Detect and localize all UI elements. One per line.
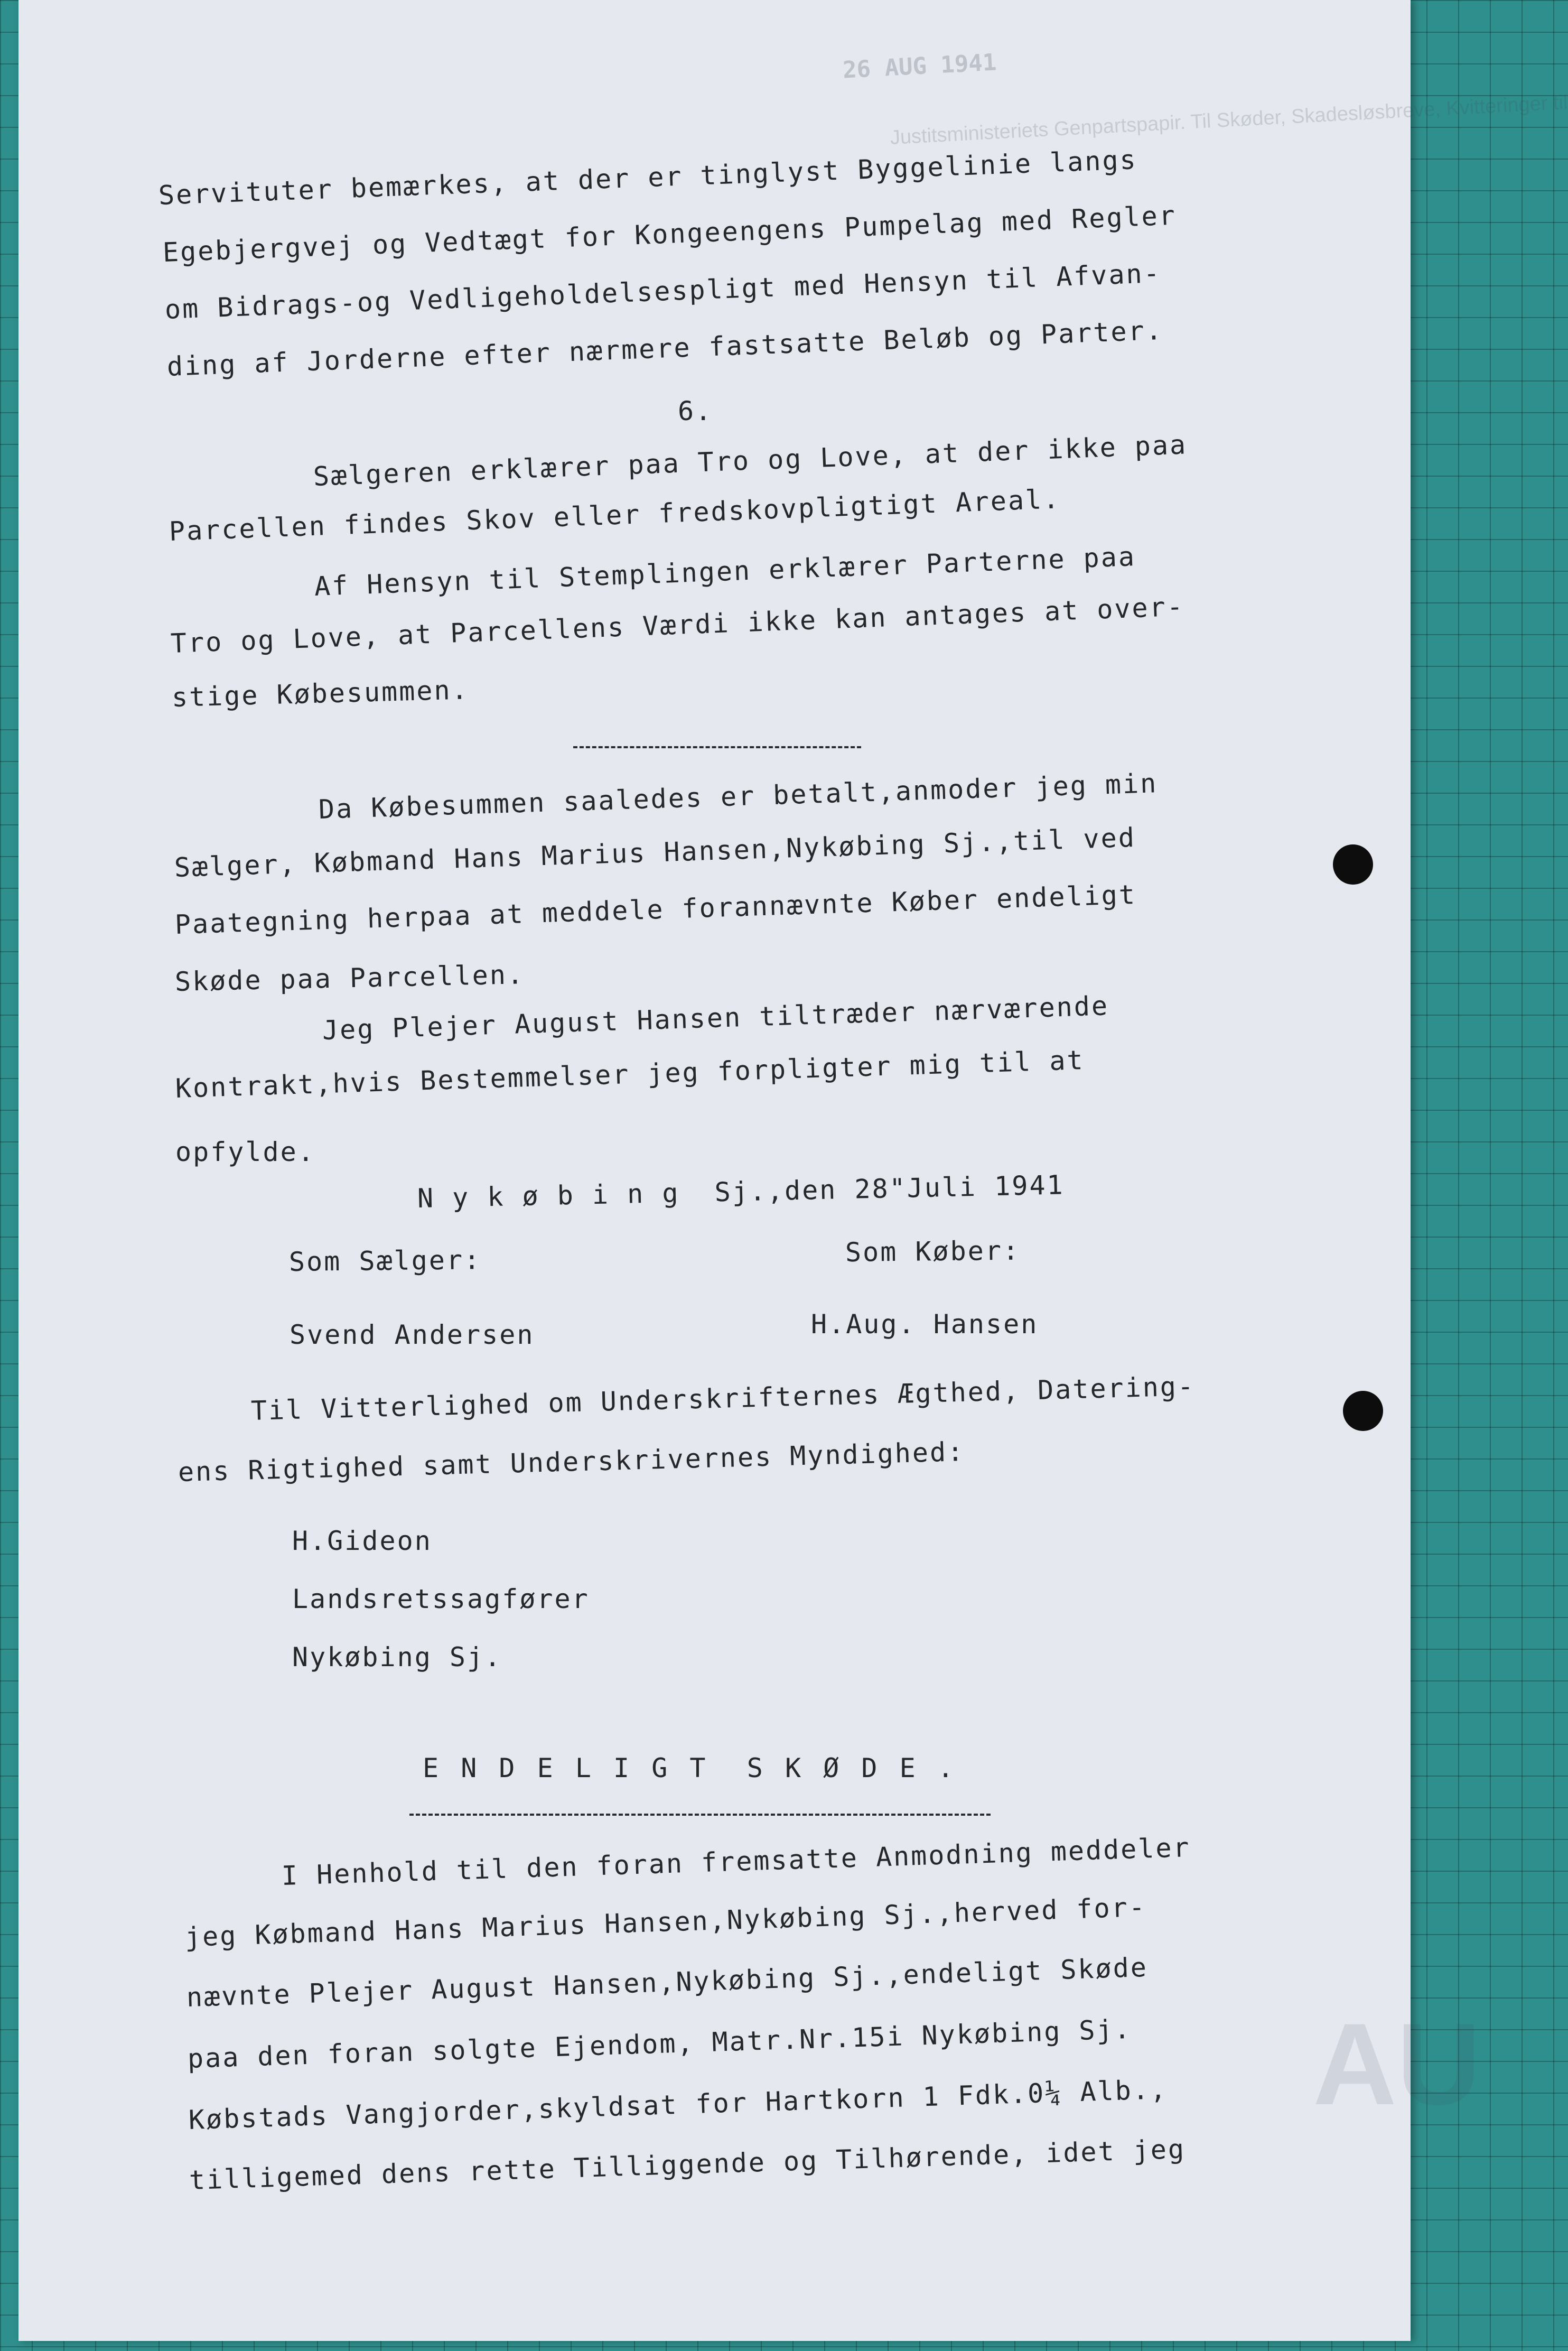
text-line-06: Sælgeren erklærer paa Tro og Love, at der ikke paa <box>312 429 1188 492</box>
section-separator <box>573 746 861 748</box>
text-line-12: Sælger, Købmand Hans Marius Hansen,Nykøbing Sj.,til ved <box>174 822 1136 883</box>
text-line-13: Paategning herpaa at meddele forannævnte Køber endeligt <box>174 879 1137 940</box>
witness-location: Nykøbing Sj. <box>292 1642 502 1672</box>
text-line-15: Jeg Plejer August Hansen tiltræder nærværende <box>322 990 1109 1046</box>
seller-heading: Som Sælger: <box>288 1244 482 1277</box>
text-line-03: om Bidrags-og Vedligeholdelsespligt med Hensyn til Afvan- <box>164 257 1162 325</box>
text-line-16: Kontrakt,hvis Bestemmelser jeg forpligter mig til at <box>175 1044 1085 1104</box>
text-line-10: stige Købesummen. <box>171 674 470 713</box>
text-line-17: opfylde. <box>175 1137 315 1167</box>
reverse-date-stamp: 26 AUG 1941 <box>842 49 997 84</box>
text-line-11: Da Købesummen saaledes er betalt,anmoder jeg min <box>318 768 1159 825</box>
heading-underline <box>409 1814 991 1816</box>
text-line-31: paa den foran solgte Ejendom, Matr.Nr.15i Nykøbing Sj. <box>187 2013 1132 2074</box>
witness-title: Landsretssagfører <box>292 1584 590 1614</box>
text-line-01: Servituter bemærkes, at der er tinglyst Byggelinie langs <box>157 144 1138 211</box>
seller-signature: Svend Andersen <box>290 1319 535 1350</box>
text-line-09: Tro og Love, at Parcellens Værdi ikke kan antages at over- <box>170 591 1185 659</box>
text-line-14: Skøde paa Parcellen. <box>174 959 525 997</box>
text-line-33: tilligemed dens rette Tilliggende og Tilhørende, idet jeg <box>189 2133 1186 2196</box>
document-page <box>18 0 1568 2341</box>
witness-name: H.Gideon <box>292 1526 432 1556</box>
text-line-02: Egebjergvej og Vedtægt for Kongeengens Pumpelag med Regler <box>162 200 1177 268</box>
text-line-04: ding af Jorderne efter nærmere fastsatte Beløb og Parter. <box>166 314 1164 382</box>
text-line-29: jeg Købmand Hans Marius Hansen,Nykøbing Sj.,herved for- <box>184 1891 1147 1953</box>
witness-line-2: ens Rigtighed samt Underskrivernes Myndighed: <box>178 1436 965 1488</box>
punch-hole-upper <box>1333 844 1373 885</box>
text-line-32: Købstads Vangjorder,skyldsat for Hartkorn 1 Fdk.0¼ Alb., <box>188 2074 1168 2135</box>
text-line-28: I Henhold til den foran fremsatte Anmodning meddeler <box>281 1832 1191 1891</box>
text-line-07: Parcellen findes Skov eller fredskovpligtigt Areal. <box>168 484 1061 547</box>
witness-line-1: Til Vitterlighed om Underskrifternes Ægthed, Datering- <box>250 1371 1196 1426</box>
section-number: 6. <box>678 396 713 426</box>
buyer-signature: H.Aug. Hansen <box>811 1309 1039 1340</box>
text-line-08: Af Hensyn til Stemplingen erklærer Parterne paa <box>313 541 1136 602</box>
text-line-30: nævnte Plejer August Hansen,Nykøbing Sj.,endeligt Skøde <box>186 1952 1149 2013</box>
punch-hole-lower <box>1343 1391 1383 1431</box>
reverse-watermark: AU <box>1313 1999 1481 2129</box>
reverse-header-text: Justitsministeriets Genpartspapir. Til Skøder, Skadesløsbreve, Kvitteringer til <box>889 91 1568 149</box>
buyer-heading: Som Køber: <box>845 1235 1021 1268</box>
place-date-line: N y k ø b i n g Sj.,den 28"Juli 1941 <box>417 1169 1065 1214</box>
final-deed-heading: E N D E L I G T S K Ø D E . <box>423 1753 957 1783</box>
